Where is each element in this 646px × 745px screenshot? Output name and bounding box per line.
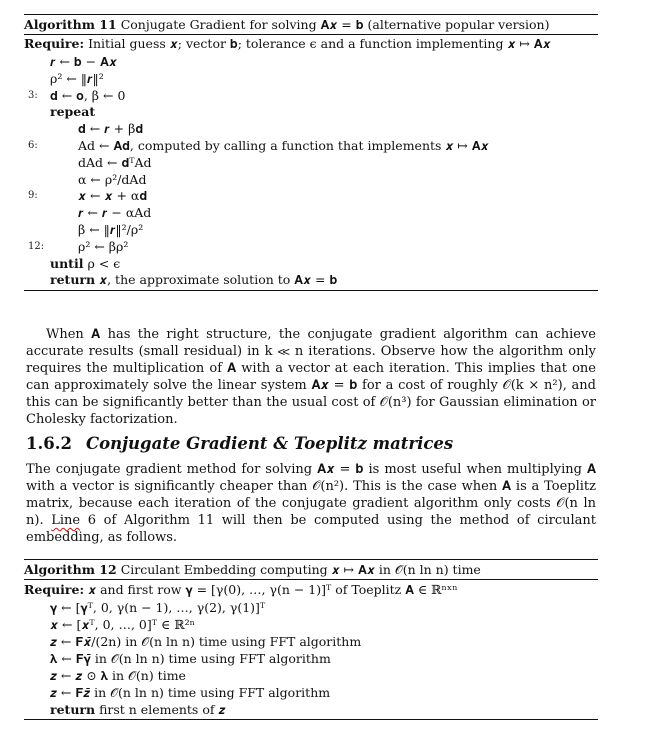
body-paragraph-1 (26, 326, 596, 428)
keyword: until (50, 255, 84, 271)
line-6-reference[interactable]: Line (51, 513, 81, 528)
algorithm-line (24, 187, 598, 204)
algorithm-line (24, 103, 598, 120)
line-text: 𝐝 ← 𝐨, β ← 0 (50, 87, 126, 103)
algorithm-caption (24, 16, 598, 33)
line-text: first n elements of 𝒛 (99, 702, 226, 717)
algorithm-title: Circulant Embedding computing 𝒙 ↦ 𝐀𝒙 in 𝒪(n ln n) time (120, 562, 481, 577)
line-text: 𝒓 ← 𝐛 − 𝐀𝒙 (50, 54, 117, 69)
line-number: 6: (28, 140, 38, 151)
section-heading (26, 434, 453, 453)
algorithm-line (24, 684, 598, 701)
line-text: 𝛌 ← 𝐅𝛄̄ in 𝒪(n ln n) time using FFT algorithm (50, 651, 331, 666)
caption-rule (24, 579, 598, 580)
section-number: 1.6.2 (26, 434, 72, 453)
line-number: 3: (28, 89, 38, 101)
bottom-rule (24, 290, 598, 291)
algorithm-12 (24, 557, 598, 722)
require-line (24, 581, 598, 598)
keyword: return (50, 702, 96, 717)
paragraph-text: When 𝐀 has the right structure, the conjugate gradient algorithm can achieve accurate results (small residual) in k ≪ n iterations. Observe how the algorithm only requires the multiplication of 𝐀 with a vector at each iteration. This implies that one can approximately solve the linear system 𝐀𝒙 = 𝐛 for a cost of roughly 𝒪(k × n²), and this can be significantly better than the usual cost of 𝒪(n³) for Gaussian elimination or Cholesky factorization. (26, 327, 596, 427)
line-text: 𝛄 ← [𝛄ᵀ, 0, γ(n − 1), …, γ(2), γ(1)]ᵀ (50, 600, 266, 615)
algorithm-line (24, 70, 598, 87)
top-rule (24, 559, 598, 560)
line-text: ρ² ← ‖𝒓‖² (50, 70, 104, 86)
top-rule (24, 14, 598, 15)
algorithm-line (24, 633, 598, 650)
algorithm-line (24, 137, 598, 154)
paragraph-text: The conjugate gradient method for solving 𝐀𝒙 = 𝐛 is most useful when multiplying 𝐀 with a vector is significantly cheaper than 𝒪(n²). This is the case when 𝐀 is a Toeplitz matrix, because each iteration of the conjugate gradient algorithm only costs 𝒪(n ln n). (26, 462, 596, 528)
algorithm-line (24, 650, 598, 667)
algorithm-line (24, 701, 598, 718)
line-text: ρ² ← βρ² (78, 238, 129, 254)
require-line (24, 35, 598, 52)
algorithm-line (24, 221, 598, 238)
algorithm-line (24, 238, 598, 255)
algorithm-label: Algorithm 11 (24, 17, 117, 32)
line-text: 𝒙, the approximate solution to 𝐀𝒙 = 𝐛 (99, 272, 338, 288)
line-text: α ← ρ²/dAd (78, 171, 147, 187)
algorithm-caption (24, 561, 598, 578)
algorithm-line (24, 154, 598, 171)
require-text: 𝒙 and first row 𝛄 = [γ(0), …, γ(n − 1)]ᵀ of Toeplitz 𝐀 ∈ ℝⁿˣⁿ (88, 582, 458, 597)
line-text: Ad ← 𝐀𝐝, computed by calling a function that implements 𝒙 ↦ 𝐀𝒙 (78, 138, 489, 153)
line-number: 12: (28, 240, 45, 252)
algorithm-line (24, 87, 598, 104)
line-text: 𝒛 ← 𝐅𝒙̄/(2n) in 𝒪(n ln n) time using FFT algorithm (50, 634, 362, 649)
algorithm-line (24, 667, 598, 684)
line-text: 𝒛 ← 𝐅𝒛̄ in 𝒪(n ln n) time using FFT algorithm (50, 685, 331, 700)
algorithm-11 (24, 12, 598, 292)
algorithm-line (24, 53, 598, 70)
line-text: 𝐝 ← 𝒓 + β𝐝 (78, 121, 144, 137)
keyword: repeat (50, 104, 96, 120)
line-text: 𝒙 ← [𝒙ᵀ, 0, …, 0]ᵀ ∈ ℝ²ⁿ (50, 617, 195, 632)
algorithm-line (24, 120, 598, 137)
algorithm-title: Conjugate Gradient for solving 𝐀𝒙 = 𝐛 (alternative popular version) (120, 17, 550, 32)
line-number: 9: (28, 190, 38, 202)
algorithm-line (24, 271, 598, 288)
line-text: ρ < ϵ (87, 255, 121, 271)
algorithm-line (24, 204, 598, 221)
require-text: Initial guess 𝒙; vector 𝐛; tolerance ϵ and a function implementing 𝒙 ↦ 𝐀𝒙 (88, 36, 551, 51)
require-label: Require: (24, 36, 85, 51)
algorithm-line (24, 616, 598, 633)
line-text: 𝒛 ← 𝒛 ⊙ 𝛌 in 𝒪(n) time (50, 668, 186, 683)
body-paragraph-2 (26, 461, 596, 546)
algorithm-line (24, 171, 598, 188)
line-text: dAd ← 𝐝ᵀAd (78, 154, 152, 170)
bottom-rule (24, 719, 598, 720)
paragraph-text-continued: 6 of Algorithm 11 will then be computed using the method of circulant embedding, as follows. (26, 513, 596, 545)
line-text: 𝒙 ← 𝒙 + α𝐝 (78, 188, 148, 204)
line-text: β ← ‖𝒓‖²/ρ² (78, 222, 144, 237)
algorithm-line (24, 255, 598, 272)
algorithm-line (24, 599, 598, 616)
keyword: return (50, 272, 96, 288)
require-label: Require: (24, 582, 85, 597)
algorithm-label: Algorithm 12 (24, 562, 117, 577)
section-title: Conjugate Gradient & Toeplitz matrices (85, 434, 454, 453)
line-text: 𝒓 ← 𝒓 − αAd (78, 205, 152, 221)
